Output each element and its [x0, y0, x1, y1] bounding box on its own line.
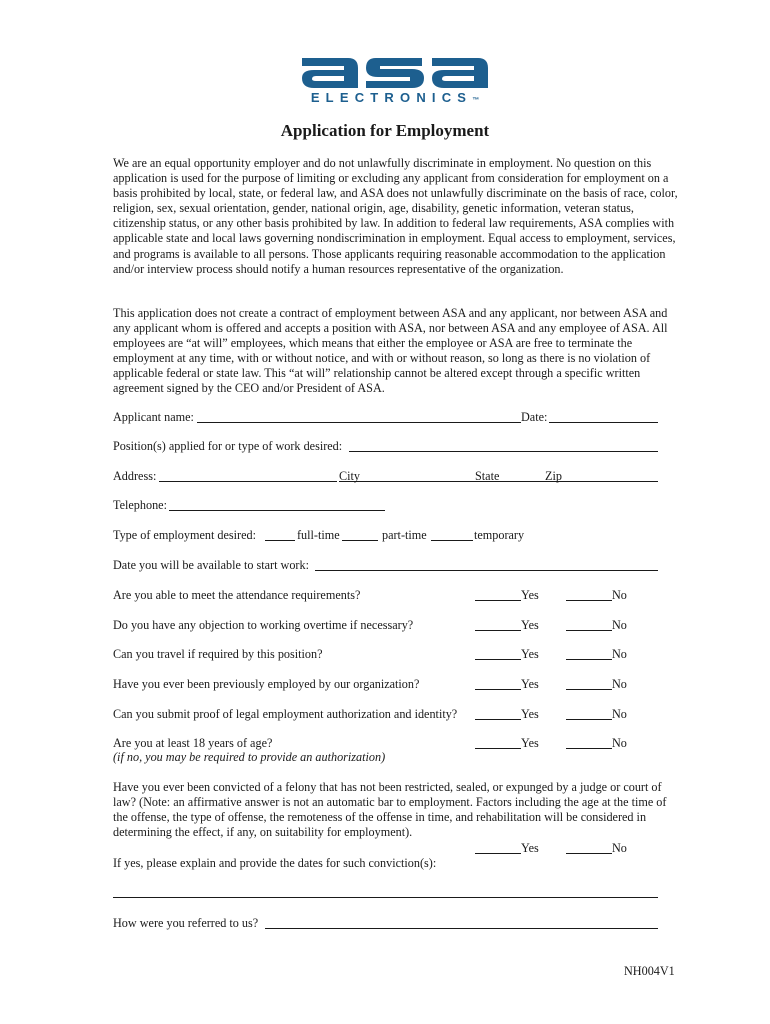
explain-label: If yes, please explain and provide the dates for such conviction(s): — [113, 856, 437, 870]
employment-type-row — [113, 527, 658, 543]
no-field[interactable] — [566, 853, 612, 854]
city-field[interactable] — [339, 481, 475, 482]
city-label: City — [339, 469, 360, 483]
question-label: Are you able to meet the attendance requirements? — [113, 588, 361, 602]
telephone-row — [113, 497, 658, 513]
part-time-label: part-time — [382, 528, 427, 542]
applicant-name-row — [113, 409, 658, 425]
address-row — [113, 468, 658, 484]
zip-field[interactable] — [545, 481, 658, 482]
question-row — [113, 587, 658, 603]
form-code: NH004V1 — [624, 964, 675, 978]
telephone-label: Telephone: — [113, 498, 167, 512]
start-date-row — [113, 557, 658, 573]
question-row — [113, 646, 658, 662]
no-label: No — [612, 588, 627, 602]
at-will-paragraph: This application does not create a contract of employment between ASA and any applicant, nor between ASA and any applicant whom is offered and accepts a position with ASA, nor between ASA and any employee of ASA. All employees are “at will” employees, which means that either the employee or ASA are free to terminate the employment at any time, with or without notice, and with or without reason, so long as there is no violation of applicable federal or state law. This “at will” relationship cannot be altered except through a specific written agreement signed by the CEO and/or President of ASA. — [113, 306, 668, 396]
logo-subtitle: ELECTRONICS™ — [310, 90, 480, 105]
page-title: Application for Employment — [280, 121, 490, 140]
state-label: State — [475, 469, 500, 483]
no-field[interactable] — [566, 630, 612, 631]
asa-logo-mark-icon — [298, 44, 492, 90]
position-field[interactable] — [349, 451, 658, 452]
no-label: No — [612, 707, 627, 721]
question-row — [113, 617, 658, 633]
address-field[interactable] — [159, 481, 337, 482]
equal-opportunity-paragraph: We are an equal opportunity employer and do not unlawfully discriminate in employment. No question on this application is used for the purpose of limiting or excluding any applicant from consideration for employment on a basis prohibited by local, state, or federal law, and ASA does not unlawfully discriminate on the basis of race, color, religion, sex, sexual orientation, gender, national origin, age, disability, genetic information, veteran status, citizenship status, or any other basis prohibited by law. In addition to federal law requirements, ASA complies with applicable state and local laws governing nondiscrimination in employment. Equal access to employment, services, and programs is available to all persons. Those applicants requiring reasonable accommodation to the application and/or interview process should notify a human resources representative of the organization. — [113, 156, 678, 276]
question-label: Have you ever been previously employed by our organization? — [113, 677, 420, 691]
temporary-field[interactable] — [431, 540, 473, 541]
yes-field[interactable] — [475, 853, 521, 854]
part-time-field[interactable] — [342, 540, 378, 541]
yes-field[interactable] — [475, 719, 521, 720]
yes-label: Yes — [521, 647, 539, 661]
explain-row — [113, 855, 658, 871]
applicant-name-field[interactable] — [197, 422, 521, 423]
applicant-name-label: Applicant name: — [113, 410, 194, 424]
date-field[interactable] — [549, 422, 658, 423]
yes-field[interactable] — [475, 630, 521, 631]
referred-field[interactable] — [265, 928, 658, 929]
question-label: Can you travel if required by this position? — [113, 647, 323, 661]
no-label: No — [612, 618, 627, 632]
yes-field[interactable] — [475, 600, 521, 601]
question-label: Can you submit proof of legal employment authorization and identity? — [113, 707, 458, 721]
referred-label: How were you referred to us? — [113, 916, 259, 930]
yes-label: Yes — [521, 618, 539, 632]
yes-label: Yes — [521, 588, 539, 602]
start-date-label: Date you will be available to start work: — [113, 558, 309, 572]
yes-label: Yes — [521, 677, 539, 691]
telephone-field[interactable] — [169, 510, 385, 511]
question-label: Are you at least 18 years of age? — [113, 736, 273, 750]
employment-type-label: Type of employment desired: — [113, 528, 256, 542]
temporary-label: temporary — [474, 528, 525, 542]
yes-label: Yes — [521, 707, 539, 721]
yes-field[interactable] — [475, 689, 521, 690]
no-field[interactable] — [566, 719, 612, 720]
full-time-field[interactable] — [265, 540, 295, 541]
date-label: Date: — [521, 410, 548, 424]
age-note: (if no, you may be required to provide an authorization) — [113, 750, 386, 764]
question-row — [113, 676, 658, 692]
no-label: No — [612, 736, 627, 750]
yes-label: Yes — [521, 736, 539, 750]
start-date-field[interactable] — [315, 570, 658, 571]
no-field[interactable] — [566, 689, 612, 690]
question-row — [113, 735, 658, 751]
position-row — [113, 438, 658, 454]
referred-row — [113, 915, 658, 931]
position-label: Position(s) applied for or type of work desired: — [113, 439, 343, 453]
no-label: No — [612, 647, 627, 661]
zip-label: Zip — [545, 469, 562, 483]
yes-field[interactable] — [475, 748, 521, 749]
felony-answer-row — [113, 840, 658, 856]
no-label: No — [612, 677, 627, 691]
asa-electronics-logo — [298, 44, 492, 110]
address-label: Address: — [113, 469, 157, 483]
no-label: No — [612, 841, 627, 855]
no-field[interactable] — [566, 600, 612, 601]
felony-question: Have you ever been convicted of a felony that has not been restricted, sealed, or expunged by a judge or court of law? (Note: an affirmative answer is not an automatic bar to employment. Factors including the age at the time of the offense, the type of offense, the remoteness of the offense in time, and rehabilitation will be considered in determining the effect, if any, on suitability for employment). — [113, 780, 667, 840]
state-field[interactable] — [475, 481, 545, 482]
question-label: Do you have any objection to working overtime if necessary? — [113, 618, 414, 632]
yes-field[interactable] — [475, 659, 521, 660]
no-field[interactable] — [566, 659, 612, 660]
explain-field[interactable] — [113, 897, 658, 898]
question-row — [113, 706, 658, 722]
no-field[interactable] — [566, 748, 612, 749]
full-time-label: full-time — [297, 528, 340, 542]
yes-label: Yes — [521, 841, 539, 855]
